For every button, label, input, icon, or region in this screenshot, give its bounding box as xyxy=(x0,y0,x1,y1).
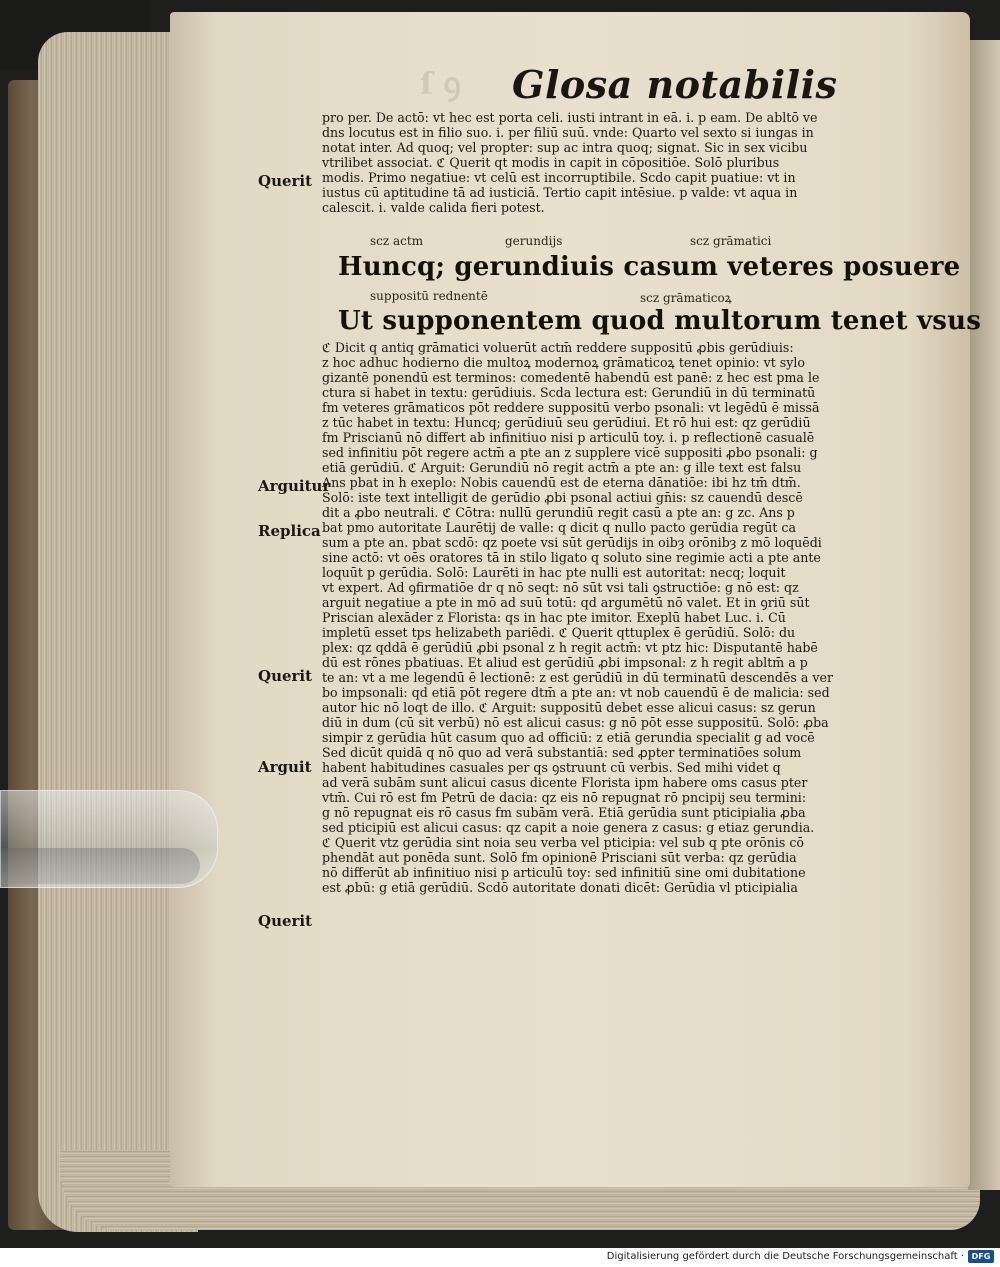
commentary-block-2 xyxy=(322,340,906,895)
dfg-logo: DFG xyxy=(968,1250,994,1263)
text-line: simpir z gerūdia hūt casum quo ad officiū: z etiā gerundia specialit g ad vocē xyxy=(322,730,815,745)
text-line: z tūc habet in textu: Huncq; gerūdiuū seu gerūdiui. Et rō hui est: qz gerūdiū xyxy=(322,415,811,430)
gloss-word: scz grāmaticoꝝ xyxy=(640,291,732,305)
text-line: calescit. i. valde calida fieri potest. xyxy=(322,200,545,215)
text-line: g nō repugnat eis rō casus fm subām verā. Etiā gerūdia sunt pticipialia ꝓba xyxy=(322,805,806,820)
text-line: vtrilibet associat. ℭ Querit qt modis in capit in cōpositiōe. Solō pluribus xyxy=(322,155,780,170)
text-line: impletū esset tps helizabeth pariēdi. ℭ Querit qttuplex ē gerūdiū. Solō: du xyxy=(322,625,796,640)
gloss-word: suppositū rednentē xyxy=(370,289,488,303)
text-line: ctura si habet in textu: gerūdiuis. Scda lectura est: Gerundiū in dū terminatū xyxy=(322,385,816,400)
interlinear-gloss-2 xyxy=(340,289,900,305)
text-line: sed infinitiu pōt regere actm̄ a pte an z supplere vicē suppositi ꝓbo psonali: g xyxy=(322,445,818,460)
text-line: Priscian alexāder z Florista: qs in hac pte imitor. Exeplū habet Luc. i. Cū xyxy=(322,610,786,625)
text-line: fm Priscianū nō differt ab infinitiuo nisi p articulū toy. i. p reflectionē casualē xyxy=(322,430,815,445)
text-line: habent habitudines casuales per qs ꝯstruunt cū verbis. Sed mihi videt q xyxy=(322,760,781,775)
running-heading: Glosa notabilis xyxy=(512,62,838,107)
facing-page xyxy=(968,40,1000,1190)
marginal-note: Querit xyxy=(258,172,313,190)
text-line: dns locutus est in filio suo. i. per filiū suū. vnde: Quarto vel sexto si iungas in xyxy=(322,125,814,140)
text-line: pro per. De actō: vt hec est porta celi. iusti intrant in eā. i. p eam. De abltō ve xyxy=(322,110,818,125)
text-line: Solō: iste text intelligit de gerūdio ꝓbi psonal actiui gn̄is: sz cauendū descē xyxy=(322,490,803,505)
text-line: fm veteres grāmaticos pōt reddere suppositū verbo psonali: vt legēdū ē missā xyxy=(322,400,820,415)
text-line: phendāt aut ponēda sunt. Solō fm opinionē Prisciani sūt verba: qz gerūdia xyxy=(322,850,797,865)
marginal-note: Arguit xyxy=(258,758,312,776)
text-line: bo impsonali: qd etiā pōt regere dtm̄ a pte an: vt nob cauendū ē de malicia: sed xyxy=(322,685,830,700)
text-line: autor hic nō loqt de illo. ℭ Arguit: suppositū debet esse alicui casus: sz gerun xyxy=(322,700,816,715)
footer-bar xyxy=(0,1248,1000,1267)
text-line: plex: qz qddā ē gerūdiū ꝓbi psonal z h regit actm̄: vt ptz hic: Disputantē habē xyxy=(322,640,818,655)
funding-credit: Digitalisierung gefördert durch die Deutsche Forschungsgemeinschaft · xyxy=(606,1251,964,1262)
show-through: ſ ꝯ xyxy=(420,67,461,102)
verse-line-1: Huncq; gerundiuis casum veteres posuere xyxy=(338,252,961,282)
text-line: sine actō: vt oēs oratores tā in stilo ligato q soluto sine regimie acti a pte ante xyxy=(322,550,821,565)
text-line: ℭ Dicit q antiq grāmatici voluerūt actm̄ reddere suppositū ꝓbis gerūdiuis: xyxy=(322,340,794,355)
interlinear-gloss-1 xyxy=(340,234,900,250)
glass-ruler xyxy=(0,790,218,888)
text-line: dit a ꝓbo neutrali. ℭ Cōtra: nullū gerundiū regit casū a pte an: g zc. Ans p xyxy=(322,505,795,520)
text-line: modis. Primo negatiue: vt celū est incorruptibile. Scdo capit puatiue: vt in xyxy=(322,170,796,185)
text-line: loquūt p gerūdia. Solō: Laurēti in hac pte nulli est autoritat: necq; loquit xyxy=(322,565,786,580)
text-line: Sed dicūt quidā q nō quo ad verā substantiā: sed ꝓpter terminatiōes solum xyxy=(322,745,802,760)
text-line: etiā gerūdiū. ℭ Arguit: Gerundiū nō regit actm̄ a pte an: g ille text est falsu xyxy=(322,460,802,475)
text-line: te an: vt a me legendū ē lectionē: z est gerūdiū in dū terminatū descendēs a ver xyxy=(322,670,833,685)
text-line: est ꝓbū: g etiā gerūdiū. Scdō autoritate donati dicēt: Gerūdia vl pticipialia xyxy=(322,880,798,895)
text-line: Ans pbat in h exeplo: Nobis cauendū est de eterna dānatiōe: ibi hz tm̄ dtm̄. xyxy=(322,475,801,490)
text-line: z hoc adhuc hodierno die multoꝝ modernoꝝ grāmaticoꝝ tenet opinio: vt sylo xyxy=(322,355,805,370)
text-line: ad verā subām sunt alicui casus dicente Florista ipm habere oms casus pter xyxy=(322,775,808,790)
text-line: sed pticipiū est alicui casus: qz capit a noie genera z casus: g etiaz gerundia. xyxy=(322,820,815,835)
text-line: notat inter. Ad quoq; vel propter: sup ac intra quoq; signat. Sic in sex vicibu xyxy=(322,140,808,155)
gloss-word: gerundijs xyxy=(505,234,563,248)
text-line: arguit negatiue a pte in mō ad suū totū: qd argumētū nō valet. Et in ꝯriū sūt xyxy=(322,595,810,610)
text-line: dū est rōnes pbatiuas. Et aliud est gerūdiū ꝓbi impsonal: z h regit abltm̄ a p xyxy=(322,655,808,670)
text-line: diū in dum (cū sit verbū) nō est alicui casus: g nō pōt esse suppositū. Solō: ꝓba xyxy=(322,715,829,730)
verse-line-2: Ut supponentem quod multorum tenet vsus xyxy=(338,306,982,336)
commentary-block-1 xyxy=(322,110,906,215)
text-line: iustus cū aptitudine tā ad iusticiā. Tertio capit intēsiue. p valde: vt aqua in xyxy=(322,185,798,200)
text-line: vt expert. Ad ꝯfirmatiōe dr q nō seqt: nō sūt vsi tali ꝯstructiōe: g nō est: qz xyxy=(322,580,799,595)
text-line: sum a pte an. pbat scdō: qz poete vsi sūt gerūdijs in oibȝ orōnibȝ z mō loquēdi xyxy=(322,535,822,550)
marginal-note: Querit xyxy=(258,912,313,930)
text-line: nō differūt ab infinitiuo nisi p articulū toy: sed infinitiū sine omi dubitatione xyxy=(322,865,806,880)
marginal-note: Arguitur xyxy=(258,477,331,495)
gloss-word: scz grāmatici xyxy=(690,234,772,248)
text-line: ℭ Querit vtz gerūdia sint noia seu verba vel pticipia: vel sub q pte orōnis cō xyxy=(322,835,804,850)
gloss-word: scz actm xyxy=(370,234,424,248)
text-line: gizantē ponendū est terminos: comedentē habendū est panē: z hec est pma le xyxy=(322,370,820,385)
text-line: vtm̄. Cui rō est fm Petrū de dacia: qz eis nō repugnat rō pncipij seu termini: xyxy=(322,790,807,805)
marginal-note: Querit xyxy=(258,667,313,685)
text-line: bat pmo autoritate Laurētij de valle: q dicit q nullo pacto gerūdia regūt ca xyxy=(322,520,796,535)
marginal-note: Replica xyxy=(258,522,321,540)
